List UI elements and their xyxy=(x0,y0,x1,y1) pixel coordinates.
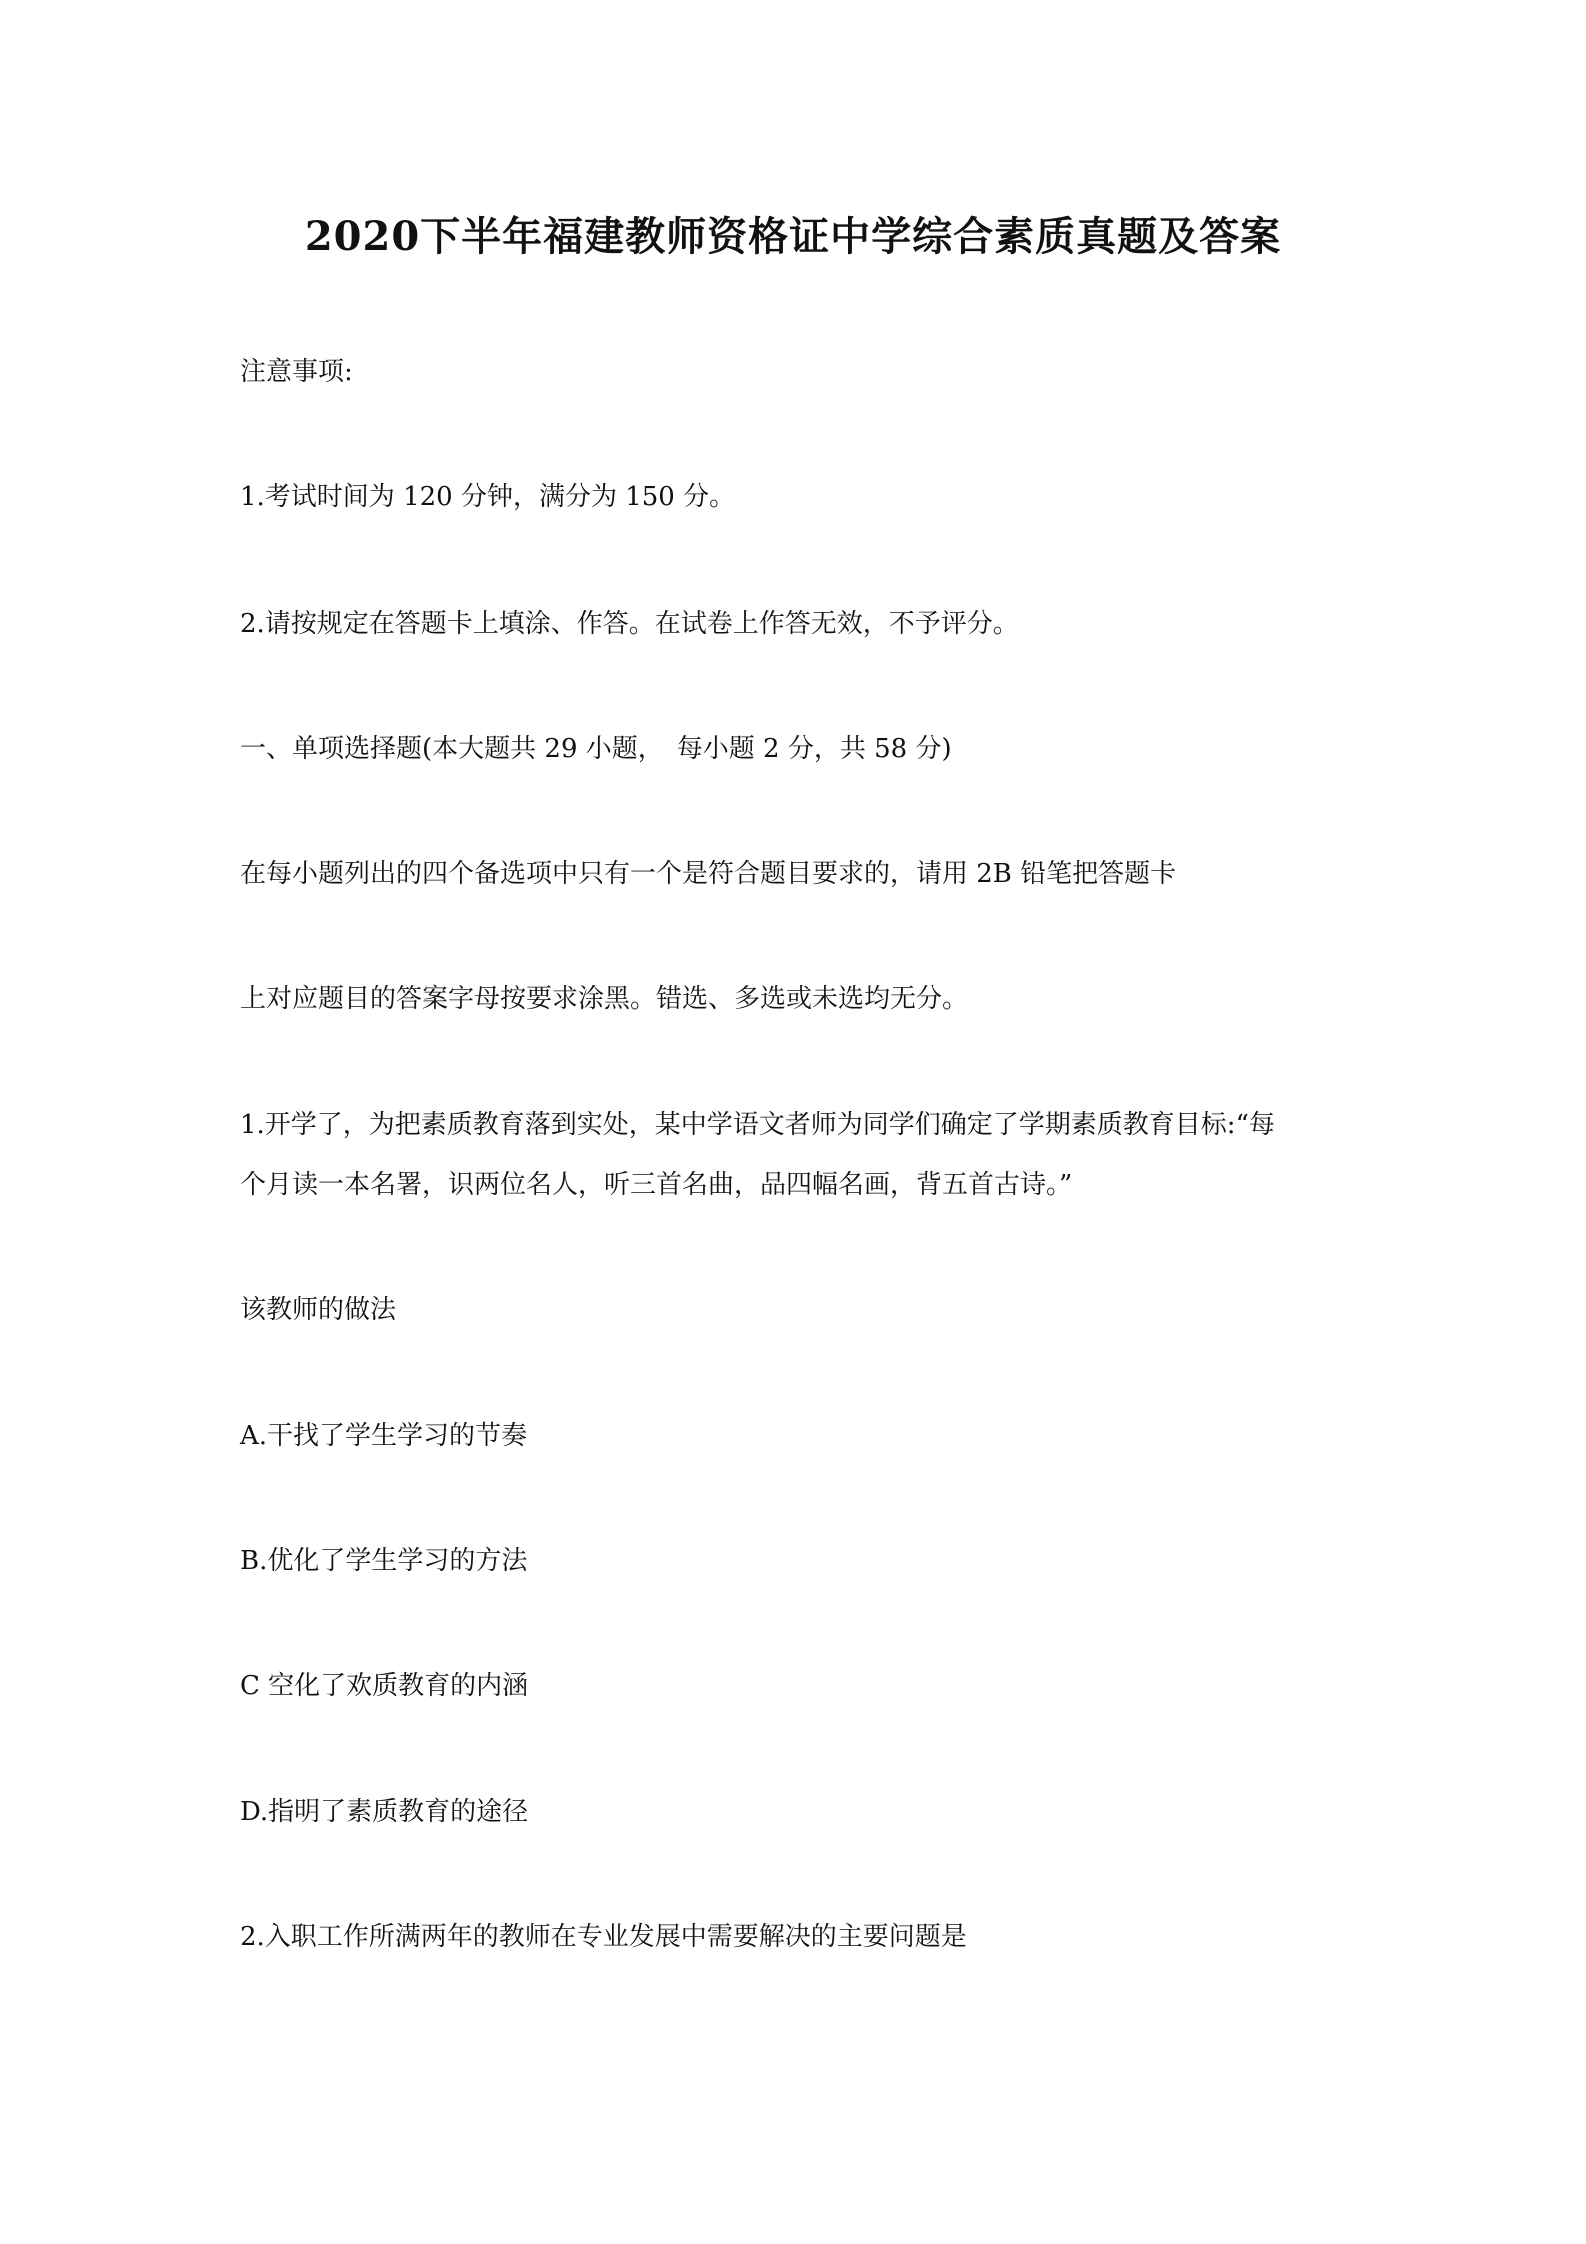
notice-heading: 注意事项: xyxy=(240,357,353,387)
question-1-option-b: B.优化了学生学习的方法 xyxy=(240,1546,528,1576)
notice-item-2: 2.请按规定在答题卡上填涂、作答。在试卷上作答无效，不予评分。 xyxy=(240,609,1019,639)
instructions-line-2: 上对应题目的答案字母按要求涂黑。错选、多选或未选均无分。 xyxy=(240,984,969,1014)
document-title: 2020下半年福建教师资格证中学综合素质真题及答案 xyxy=(304,213,1282,260)
question-1-stem-line-1: 1.开学了，为把素质教育落到实处，某中学语文者师为同学们确定了学期素质教育目标:“每 xyxy=(240,1110,1275,1140)
question-1-option-d: D.指明了素质教育的途径 xyxy=(240,1797,529,1827)
section-heading: 一、单项选择题(本大题共 29 小题， 每小题 2 分，共 58 分) xyxy=(240,734,952,764)
question-1-option-c: C 空化了欢质教育的内涵 xyxy=(240,1671,529,1701)
notice-item-1: 1.考试时间为 120 分钟，满分为 150 分。 xyxy=(240,482,736,512)
question-2-stem: 2.入职工作所满两年的教师在专业发展中需要解决的主要问题是 xyxy=(240,1922,967,1952)
instructions-line-1: 在每小题列出的四个备选项中只有一个是符合题目要求的，请用 2B 铅笔把答题卡 xyxy=(240,859,1177,889)
question-1-prompt: 该教师的做法 xyxy=(240,1295,397,1325)
question-1-stem-line-2: 个月读一本名署，识两位名人，听三首名曲，品四幅名画，背五首古诗。” xyxy=(240,1170,1073,1200)
question-1-option-a: A.干找了学生学习的节奏 xyxy=(240,1421,528,1451)
